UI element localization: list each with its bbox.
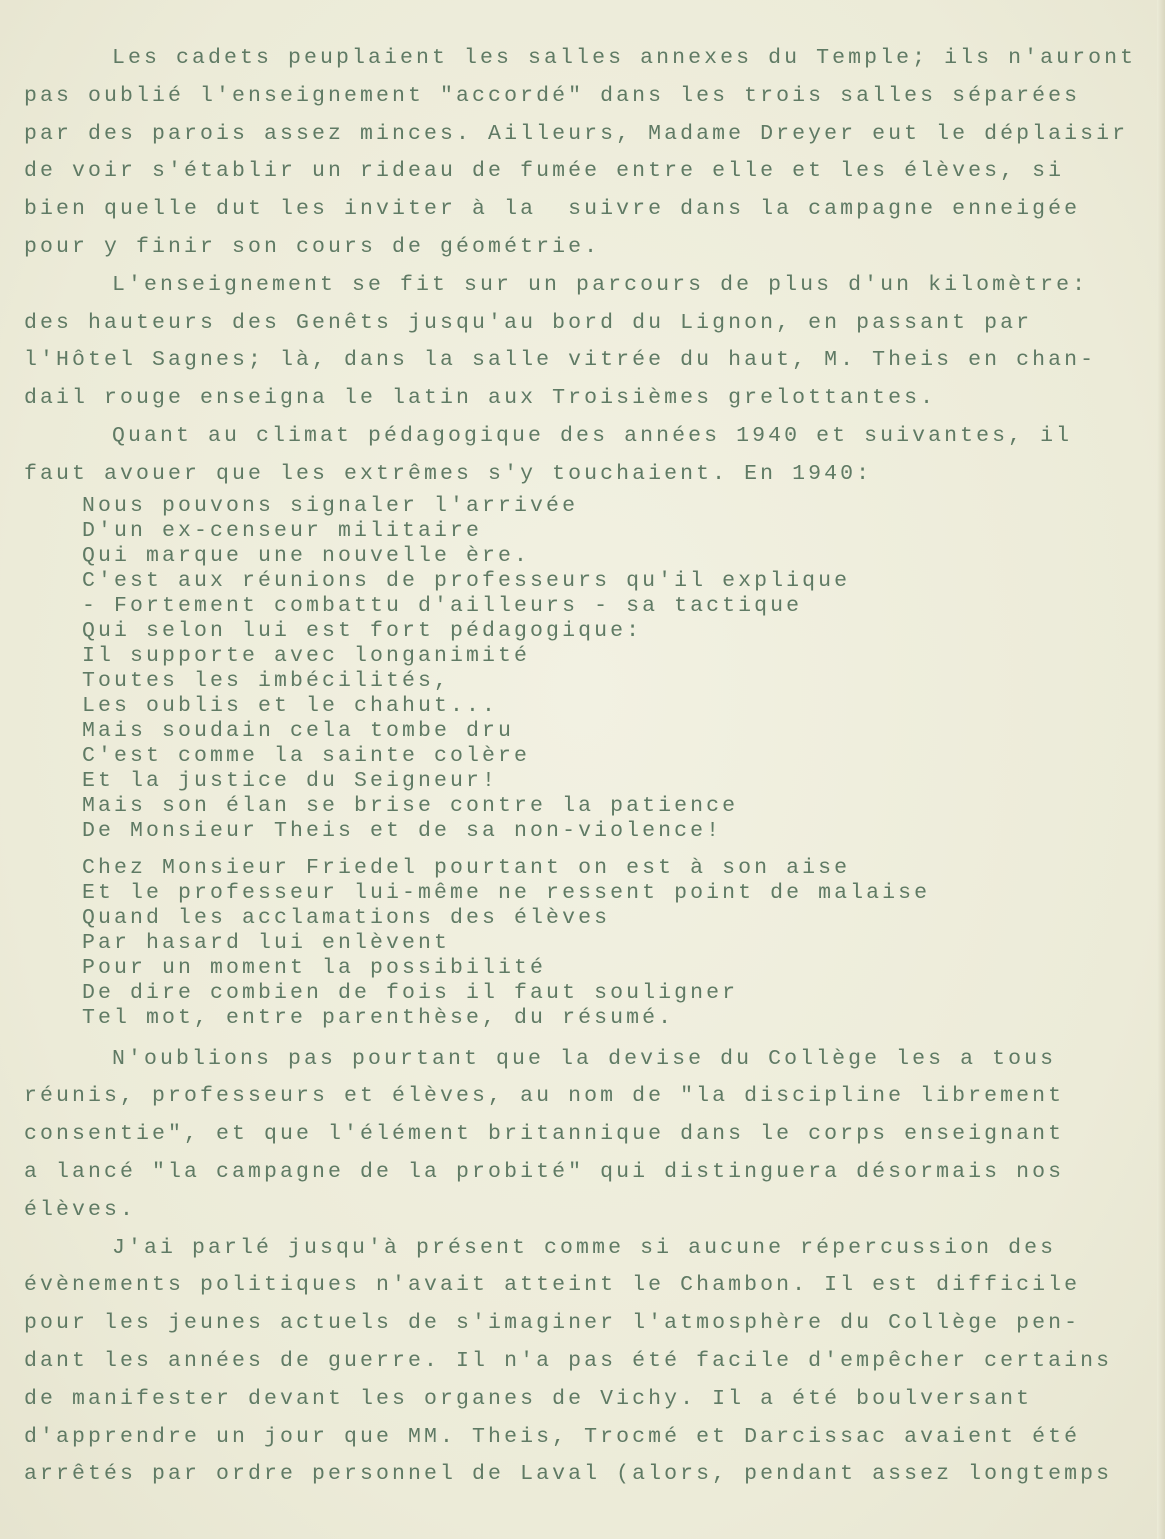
text-line: arrêtés par ordre personnel de Laval (alors, pendant assez longtemps: [24, 1462, 1113, 1487]
poem-verse: De dire combien de fois il faut souligner: [82, 980, 739, 1005]
text-line: pour y finir son cours de géométrie.: [24, 234, 601, 259]
text-line: d'apprendre un jour que MM. Theis, Trocmé et Darcissac avaient été: [24, 1424, 1081, 1449]
text-line: pour les jeunes actuels de s'imaginer l'atmosphère du Collège pen-: [24, 1311, 1081, 1336]
text-line: réunis, professeurs et élèves, au nom de "la discipline librement: [24, 1084, 1065, 1109]
text-line: évènements politiques n'avait atteint le Chambon. Il est difficile: [24, 1273, 1081, 1298]
paragraph-climat: [24, 418, 1144, 494]
text-line: consentie", et que l'élément britannique dans le corps enseignant: [24, 1122, 1065, 1147]
paragraph-guerre: [24, 1230, 1144, 1495]
text-line: L'enseignement se fit sur un parcours de plus d'un kilomètre:: [112, 272, 1089, 297]
poem-verse: Par hasard lui enlèvent: [82, 930, 451, 955]
poem-verse: Nous pouvons signaler l'arrivée: [82, 493, 579, 518]
text-line: de voir s'établir un rideau de fumée entre elle et les élèves, si: [24, 159, 1065, 184]
text-line: des hauteurs des Genêts jusqu'au bord du Lignon, en passant par: [24, 310, 1033, 335]
poem-verse: C'est comme la sainte colère: [82, 743, 531, 768]
poem-verse: Il supporte avec longanimité: [82, 643, 531, 668]
poem-verse: - Fortement combattu d'ailleurs - sa tactique: [82, 593, 803, 618]
poem-stanza: [82, 494, 1144, 844]
poem-verse: Tel mot, entre parenthèse, du résumé.: [82, 1005, 675, 1030]
text-line: l'Hôtel Sagnes; là, dans la salle vitrée du haut, M. Theis en chan-: [24, 348, 1097, 373]
poem-stanza: [82, 856, 1144, 1031]
text-line: dail rouge enseigna le latin aux Troisièmes grelottantes.: [24, 386, 937, 411]
poem-verse: Et la justice du Seigneur!: [82, 768, 499, 793]
text-line: de manifester devant les organes de Vichy. Il a été boulversant: [24, 1386, 1033, 1411]
poem-verse: D'un ex-censeur militaire: [82, 518, 483, 543]
text-line: J'ai parlé jusqu'à présent comme si aucune répercussion des: [112, 1235, 1057, 1260]
text-line: Les cadets peuplaient les salles annexes du Temple; ils n'auront: [112, 46, 1137, 70]
text-line: par des parois assez minces. Ailleurs, Madame Dreyer eut le déplaisir: [24, 121, 1129, 146]
text-line: a lancé "la campagne de la probité" qui distinguera désormais nos: [24, 1159, 1065, 1184]
paragraph-cadets: [24, 40, 1144, 267]
text-line: faut avouer que les extrêmes s'y touchaient. En 1940:: [24, 461, 873, 486]
poem-verse: Toutes les imbécilités,: [82, 668, 451, 693]
text-line: bien quelle dut les inviter à la suivre dans la campagne enneigée: [24, 197, 1081, 222]
poem-verse: Quand les acclamations des élèves: [82, 905, 611, 930]
text-line: dant les années de guerre. Il n'a pas été facile d'empêcher certains: [24, 1348, 1113, 1373]
poem-verse: Chez Monsieur Friedel pourtant on est à son aise: [82, 855, 851, 880]
poem-verse: Mais son élan se brise contre la patience: [82, 793, 739, 818]
poem-verse: Qui marque une nouvelle ère.: [82, 543, 531, 568]
text-line: pas oublié l'enseignement "accordé" dans les trois salles séparées: [24, 83, 1081, 108]
poem: [82, 494, 1144, 1031]
poem-verse: Les oublis et le chahut...: [82, 693, 499, 718]
text-line: N'oublions pas pourtant que la devise du Collège les a tous: [112, 1046, 1057, 1071]
document-body: [24, 40, 1144, 1494]
poem-verse: Pour un moment la possibilité: [82, 955, 547, 980]
paragraph-devise: [24, 1041, 1144, 1230]
poem-verse: Et le professeur lui-même ne ressent point de malaise: [82, 880, 931, 905]
paragraph-enseignement: [24, 267, 1144, 418]
poem-verse: De Monsieur Theis et de sa non-violence!: [82, 818, 723, 843]
poem-verse: C'est aux réunions de professeurs qu'il explique: [82, 568, 851, 593]
text-line: Quant au climat pédagogique des années 1940 et suivantes, il: [112, 423, 1073, 448]
page-edge-shadow: [1157, 0, 1165, 1539]
text-line: élèves.: [24, 1197, 137, 1222]
poem-verse: Mais soudain cela tombe dru: [82, 718, 515, 743]
poem-verse: Qui selon lui est fort pédagogique:: [82, 618, 643, 643]
